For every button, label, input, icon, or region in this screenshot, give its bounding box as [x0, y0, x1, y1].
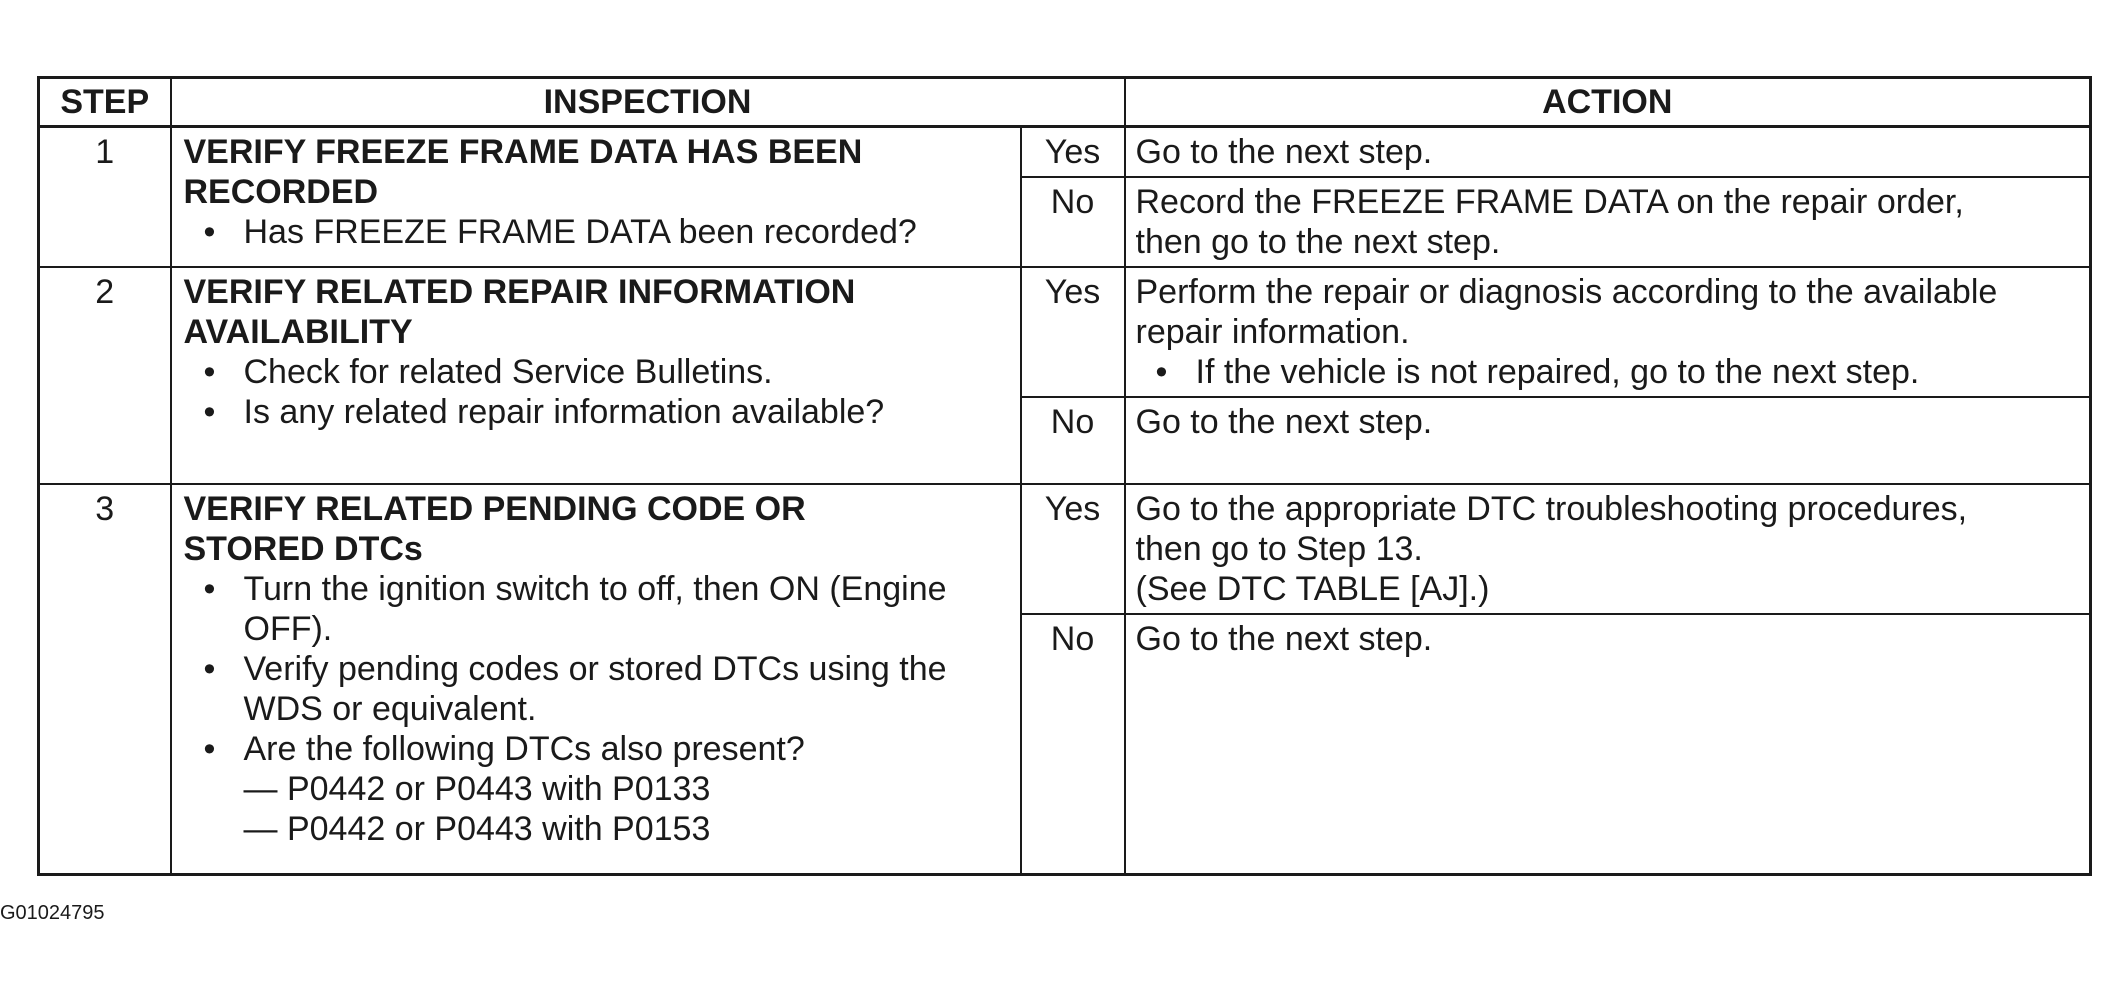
yes-action: [1125, 267, 2091, 397]
bullet-item: [184, 212, 1010, 252]
action-bullets: [1136, 352, 2080, 392]
action-header: ACTION: [1125, 78, 2091, 127]
step-number: 1: [39, 127, 171, 268]
bullet-text: Has FREEZE FRAME DATA been recorded?: [243, 213, 917, 251]
yes-action: [1125, 484, 2091, 614]
bullet-item: [1136, 352, 2080, 392]
action-line: Go to the appropriate DTC troubleshooting procedures,: [1135, 490, 1968, 528]
no-label: No: [1021, 397, 1125, 484]
step-3-yes-row: [39, 484, 2091, 614]
bullet-item: [184, 352, 1010, 392]
inspection-cell: [171, 127, 1021, 268]
no-label: No: [1021, 177, 1125, 267]
no-action: Go to the next step.: [1125, 614, 2091, 875]
step-1-yes-row: [39, 127, 2091, 178]
bullet-item: [184, 569, 1010, 649]
inspection-bullets: [184, 212, 1010, 252]
bullet-text: If the vehicle is not repaired, go to the next step.: [1195, 353, 1920, 391]
action-line: then go to Step 13.: [1135, 530, 1423, 568]
inspection-header: INSPECTION: [171, 78, 1125, 127]
step-number: 2: [39, 267, 171, 484]
yes-label: Yes: [1021, 127, 1125, 178]
step-2-yes-row: [39, 267, 2091, 397]
inspection-cell: [171, 484, 1021, 875]
bullet-text: Check for related Service Bulletins.: [243, 353, 773, 391]
bullet-item: [184, 729, 1010, 849]
title-line: RECORDED: [183, 173, 379, 211]
inspection-bullets: [184, 569, 1010, 849]
header-row: [39, 78, 2091, 127]
step-header: STEP: [39, 78, 171, 127]
bullet-text: Verify pending codes or stored DTCs using the WDS or equivalent.: [243, 650, 947, 728]
inspection-bullets: [184, 352, 1010, 432]
figure-id: G01024795: [0, 902, 105, 924]
action-line: Perform the repair or diagnosis according to the available: [1135, 273, 1998, 311]
no-action: Go to the next step.: [1125, 397, 2091, 484]
action-line: Record the FREEZE FRAME DATA on the repair order,: [1135, 183, 1964, 221]
inspection-title: [184, 272, 1010, 352]
title-line: AVAILABILITY: [183, 313, 413, 351]
inspection-cell: [171, 267, 1021, 484]
bullet-item: [184, 392, 1010, 432]
action-line: then go to the next step.: [1135, 223, 1501, 261]
diagnostic-table: [37, 76, 2092, 876]
action-line: (See DTC TABLE [AJ].): [1135, 570, 1490, 608]
title-line: VERIFY RELATED PENDING CODE OR: [183, 490, 806, 528]
title-line: VERIFY RELATED REPAIR INFORMATION: [183, 273, 856, 311]
bullet-item: [184, 649, 1010, 729]
inspection-title: [184, 132, 1010, 212]
yes-label: Yes: [1021, 484, 1125, 614]
action-line: repair information.: [1135, 313, 1410, 351]
bullet-text: Are the following DTCs also present?: [243, 730, 805, 768]
no-action: [1125, 177, 2091, 267]
step-number: 3: [39, 484, 171, 875]
dtc-sub-item: — P0442 or P0443 with P0133: [243, 770, 711, 808]
inspection-title: [184, 489, 1010, 569]
title-line: VERIFY FREEZE FRAME DATA HAS BEEN: [183, 133, 863, 171]
yes-action: Go to the next step.: [1125, 127, 2091, 178]
title-line: STORED DTCs: [183, 530, 423, 568]
yes-label: Yes: [1021, 267, 1125, 397]
bullet-text: Is any related repair information available?: [243, 393, 885, 431]
dtc-sub-item: — P0442 or P0443 with P0153: [243, 810, 711, 848]
bullet-text: Turn the ignition switch to off, then ON (Engine OFF).: [243, 570, 947, 648]
no-label: No: [1021, 614, 1125, 875]
